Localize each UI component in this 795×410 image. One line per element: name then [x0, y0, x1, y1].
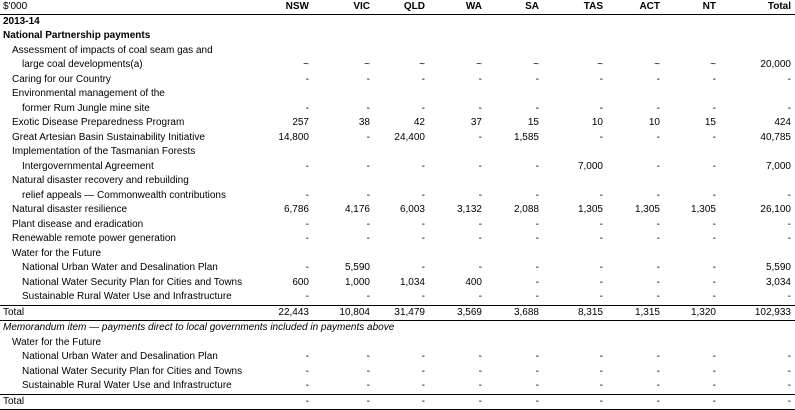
table-row — [0, 261, 795, 276]
table-cell: - — [656, 102, 716, 117]
table-cell: - — [479, 276, 539, 291]
table-cell: - — [656, 232, 716, 247]
row-label: 2013-14 — [3, 15, 40, 30]
row-label: National Urban Water and Desalination Plan — [22, 350, 218, 365]
table-cell: - — [249, 261, 309, 276]
table-cell: - — [249, 102, 309, 117]
table-cell: 42 — [365, 116, 425, 131]
column-header: TAS — [543, 0, 603, 15]
row-label: Environmental management of the — [12, 87, 165, 102]
table-row — [0, 73, 795, 88]
table-cell: - — [543, 395, 603, 410]
table-row — [0, 189, 795, 204]
table-cell: - — [365, 232, 425, 247]
table-cell: ~ — [422, 58, 482, 73]
table-cell: - — [731, 365, 791, 380]
table-cell: - — [310, 218, 370, 233]
table-cell: - — [249, 290, 309, 305]
column-header: Total — [731, 0, 791, 15]
table-cell: 31,479 — [365, 306, 425, 321]
table-row — [0, 232, 795, 247]
table-cell: - — [479, 189, 539, 204]
table-cell: - — [310, 365, 370, 380]
table-cell: - — [249, 189, 309, 204]
table-cell: - — [656, 131, 716, 146]
table-cell: - — [479, 261, 539, 276]
table-cell: 7,000 — [543, 160, 603, 175]
table-cell: - — [543, 350, 603, 365]
unit-label: $'000 — [3, 0, 27, 15]
table-cell: 40,785 — [731, 131, 791, 146]
table-cell: - — [731, 189, 791, 204]
table-row — [0, 247, 795, 262]
table-cell: - — [731, 395, 791, 410]
table-cell: - — [249, 395, 309, 410]
table-cell: - — [600, 232, 660, 247]
table-cell: - — [365, 160, 425, 175]
column-header: ACT — [600, 0, 660, 15]
table-cell: - — [543, 365, 603, 380]
table-cell: 26,100 — [731, 203, 791, 218]
row-label: Sustainable Rural Water Use and Infrastructure — [22, 379, 232, 394]
table-cell: - — [310, 160, 370, 175]
row-label: Memorandum item — payments direct to local governments included in payments above — [3, 321, 394, 336]
table-cell: - — [600, 218, 660, 233]
table-cell: 10 — [543, 116, 603, 131]
table-cell: - — [365, 218, 425, 233]
table-cell: - — [249, 232, 309, 247]
row-label: Water for the Future — [12, 247, 101, 262]
table-cell: - — [600, 160, 660, 175]
table-cell: - — [365, 379, 425, 394]
table-cell: 3,132 — [422, 203, 482, 218]
table-cell: 5,590 — [310, 261, 370, 276]
table-cell: 6,786 — [249, 203, 309, 218]
table-cell: 257 — [249, 116, 309, 131]
table-cell: - — [479, 232, 539, 247]
column-header: QLD — [365, 0, 425, 15]
table-cell: 2,088 — [479, 203, 539, 218]
table-cell: 1,034 — [365, 276, 425, 291]
table-cell: - — [543, 290, 603, 305]
table-cell: 1,305 — [543, 203, 603, 218]
table-cell: - — [310, 131, 370, 146]
table-cell: - — [249, 365, 309, 380]
table-cell: - — [365, 365, 425, 380]
table-cell: - — [731, 290, 791, 305]
table-cell: - — [310, 73, 370, 88]
table-row — [0, 131, 795, 146]
table-row — [0, 58, 795, 73]
row-label: Plant disease and eradication — [12, 218, 143, 233]
table-cell: - — [422, 73, 482, 88]
table-row — [0, 102, 795, 117]
table-cell: 14,800 — [249, 131, 309, 146]
table-cell: - — [479, 218, 539, 233]
table-cell: - — [479, 379, 539, 394]
row-label: former Rum Jungle mine site — [22, 102, 150, 117]
table-cell: - — [656, 365, 716, 380]
table-cell: - — [731, 350, 791, 365]
table-cell: ~ — [479, 58, 539, 73]
table-cell: - — [365, 73, 425, 88]
table-cell: - — [479, 350, 539, 365]
table-cell: - — [656, 73, 716, 88]
table-cell: 1,305 — [600, 203, 660, 218]
table-cell: 1,315 — [600, 306, 660, 321]
table-cell: - — [656, 160, 716, 175]
table-cell: 424 — [731, 116, 791, 131]
table-row — [0, 203, 795, 218]
table-cell: - — [600, 261, 660, 276]
table-cell: - — [600, 350, 660, 365]
table-cell: - — [731, 218, 791, 233]
table-row — [0, 44, 795, 59]
column-header: WA — [422, 0, 482, 15]
table-cell: - — [479, 73, 539, 88]
table-cell: - — [656, 276, 716, 291]
table-cell: - — [600, 379, 660, 394]
table-cell: - — [656, 350, 716, 365]
table-cell: - — [249, 218, 309, 233]
table-cell: - — [543, 379, 603, 394]
table-cell: 20,000 — [731, 58, 791, 73]
table-cell: - — [479, 365, 539, 380]
table-row — [0, 160, 795, 175]
row-label: Great Artesian Basin Sustainability Initiative — [12, 131, 205, 146]
table-cell: 1,320 — [656, 306, 716, 321]
table-cell: - — [422, 218, 482, 233]
row-label: Natural disaster resilience — [12, 203, 127, 218]
table-cell: ~ — [543, 58, 603, 73]
table-cell: 102,933 — [731, 306, 791, 321]
table-cell: ~ — [249, 58, 309, 73]
column-header: VIC — [310, 0, 370, 15]
table-row — [0, 365, 795, 380]
table-cell: - — [656, 189, 716, 204]
table-cell: - — [600, 189, 660, 204]
table-cell: - — [656, 395, 716, 410]
table-row — [0, 336, 795, 351]
table-cell: - — [479, 290, 539, 305]
table-cell: 10 — [600, 116, 660, 131]
table-cell: - — [656, 261, 716, 276]
table-cell: - — [543, 73, 603, 88]
table-cell: - — [422, 261, 482, 276]
table-row — [0, 145, 795, 160]
table-cell: ~ — [600, 58, 660, 73]
table-cell: ~ — [365, 58, 425, 73]
table-cell: - — [600, 276, 660, 291]
table-cell: 10,804 — [310, 306, 370, 321]
table-cell: - — [365, 261, 425, 276]
table-cell: - — [422, 131, 482, 146]
row-label: relief appeals — Commonwealth contributions — [22, 189, 226, 204]
column-header: NT — [656, 0, 716, 15]
table-row — [0, 87, 795, 102]
row-label: Total — [3, 306, 24, 321]
table-cell: - — [656, 290, 716, 305]
table-row — [0, 29, 795, 44]
table-cell: - — [543, 276, 603, 291]
table-cell: - — [656, 379, 716, 394]
table-cell: 3,688 — [479, 306, 539, 321]
table-cell: 3,569 — [422, 306, 482, 321]
table-cell: - — [422, 232, 482, 247]
table-row — [0, 174, 795, 189]
table-cell: 8,315 — [543, 306, 603, 321]
table-row — [0, 276, 795, 291]
table-cell: - — [600, 131, 660, 146]
table-cell: - — [656, 218, 716, 233]
table-row — [0, 290, 795, 305]
table-header-row — [0, 0, 795, 15]
table-cell: - — [310, 395, 370, 410]
table-cell: - — [600, 365, 660, 380]
row-label: Natural disaster recovery and rebuilding — [12, 174, 189, 189]
table-row — [0, 379, 795, 394]
table-cell: 24,400 — [365, 131, 425, 146]
table-cell: 1,000 — [310, 276, 370, 291]
table-cell: 3,034 — [731, 276, 791, 291]
table-cell: 4,176 — [310, 203, 370, 218]
table-row — [0, 15, 795, 30]
row-label: Exotic Disease Preparedness Program — [12, 116, 184, 131]
table-cell: 38 — [310, 116, 370, 131]
table-row — [0, 305, 795, 321]
table-cell: 15 — [479, 116, 539, 131]
table-cell: 6,003 — [365, 203, 425, 218]
row-label: Implementation of the Tasmanian Forests — [12, 145, 195, 160]
table-cell: - — [600, 395, 660, 410]
table-cell: - — [422, 290, 482, 305]
table-cell: - — [422, 102, 482, 117]
table-cell: - — [365, 189, 425, 204]
table-cell: - — [249, 160, 309, 175]
table-row — [0, 218, 795, 233]
row-label: National Water Security Plan for Cities and Towns — [22, 365, 242, 380]
table-cell: ~ — [310, 58, 370, 73]
table-cell: - — [310, 232, 370, 247]
table-cell: - — [310, 189, 370, 204]
table-cell: - — [479, 395, 539, 410]
table-cell: - — [365, 350, 425, 365]
table-row — [0, 394, 795, 410]
table-cell: - — [479, 102, 539, 117]
table-cell: - — [543, 102, 603, 117]
table-cell: - — [249, 350, 309, 365]
table-cell: - — [310, 102, 370, 117]
table-cell: - — [731, 73, 791, 88]
table-cell: - — [422, 160, 482, 175]
table-cell: 15 — [656, 116, 716, 131]
table-cell: 37 — [422, 116, 482, 131]
table-cell: - — [249, 379, 309, 394]
table-cell: 1,305 — [656, 203, 716, 218]
table-cell: - — [422, 379, 482, 394]
table-cell: - — [543, 261, 603, 276]
table-cell: - — [422, 395, 482, 410]
row-label: Intergovernmental Agreement — [22, 160, 154, 175]
table-cell: - — [422, 189, 482, 204]
table-cell: - — [310, 290, 370, 305]
row-label: Total — [3, 395, 24, 410]
table-cell: - — [600, 290, 660, 305]
table-cell: - — [600, 73, 660, 88]
table-cell: - — [543, 232, 603, 247]
table-cell: 5,590 — [731, 261, 791, 276]
table-row — [0, 350, 795, 365]
table-cell: - — [479, 160, 539, 175]
table-cell: - — [543, 189, 603, 204]
row-label: National Urban Water and Desalination Plan — [22, 261, 218, 276]
table-cell: - — [731, 232, 791, 247]
table-cell: - — [422, 365, 482, 380]
table-cell: 7,000 — [731, 160, 791, 175]
row-label: National Water Security Plan for Cities and Towns — [22, 276, 242, 291]
column-header: NSW — [249, 0, 309, 15]
column-header: SA — [479, 0, 539, 15]
row-label: Water for the Future — [12, 336, 101, 351]
table-cell: - — [310, 350, 370, 365]
row-label: large coal developments(a) — [22, 58, 143, 73]
table-cell: - — [365, 290, 425, 305]
row-label: National Partnership payments — [3, 29, 150, 44]
table-cell: - — [365, 395, 425, 410]
table-row — [0, 116, 795, 131]
table-cell: 600 — [249, 276, 309, 291]
row-label: Sustainable Rural Water Use and Infrastructure — [22, 290, 232, 305]
table-cell: 22,443 — [249, 306, 309, 321]
table-cell: - — [600, 102, 660, 117]
row-label: Caring for our Country — [12, 73, 111, 88]
table-cell: - — [249, 73, 309, 88]
table-cell: - — [543, 131, 603, 146]
table-cell: - — [365, 102, 425, 117]
table-cell: - — [422, 350, 482, 365]
table-cell: 1,585 — [479, 131, 539, 146]
table-cell: 400 — [422, 276, 482, 291]
table-body — [0, 15, 795, 410]
table-cell: ~ — [656, 58, 716, 73]
table-row — [0, 320, 795, 336]
table-cell: - — [731, 379, 791, 394]
table-cell: - — [731, 102, 791, 117]
table-cell: - — [543, 218, 603, 233]
row-label: Renewable remote power generation — [12, 232, 176, 247]
table-cell: - — [310, 379, 370, 394]
row-label: Assessment of impacts of coal seam gas and — [12, 44, 213, 59]
